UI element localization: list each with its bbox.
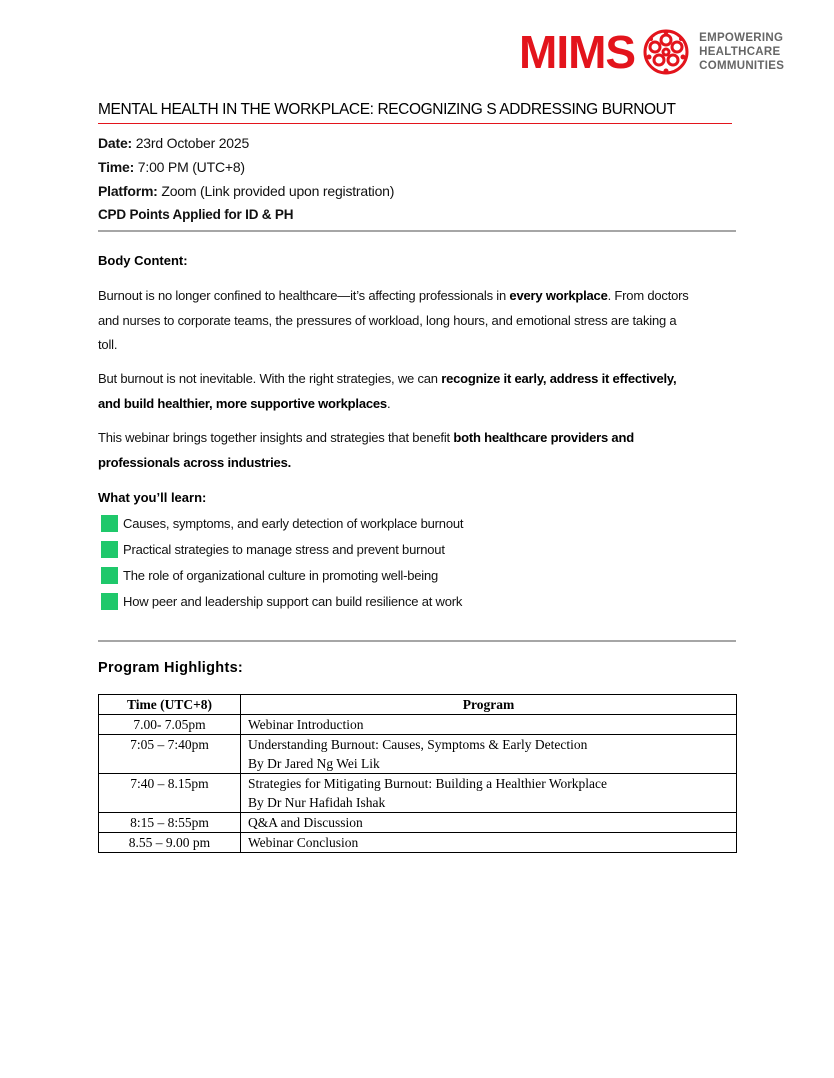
row-program — [241, 735, 737, 774]
row-program-title: Understanding Burnout: Causes, Symptoms & Early Detection — [248, 737, 588, 752]
date-line — [98, 135, 249, 151]
tagline-line-3: COMMUNITIES — [699, 60, 785, 72]
learn-item-text: How peer and leadership support can build resilience at work — [123, 594, 463, 609]
table-row — [99, 715, 737, 735]
paragraph-2 — [98, 367, 698, 416]
row-time: 8:15 – 8:55pm — [99, 813, 241, 833]
row-program-title: Webinar Conclusion — [248, 835, 359, 850]
date-label: Date: — [98, 135, 133, 151]
learn-item — [101, 515, 463, 532]
p2-emphasis: recognize it early, address it effectively, and build healthier, more supportive workplaces — [98, 371, 677, 411]
tagline-line-2: HEALTHCARE — [699, 46, 781, 58]
row-program — [241, 813, 737, 833]
brand-name: MIMS — [519, 26, 636, 78]
platform-label: Platform: — [98, 183, 158, 199]
row-time: 7.00- 7.05pm — [99, 715, 241, 735]
green-square-icon — [101, 567, 118, 584]
platform-line — [98, 183, 394, 199]
table-row — [99, 735, 737, 774]
p2-text-a: But burnout is not inevitable. With the right strategies, we can — [98, 371, 442, 386]
p3-emphasis: both healthcare providers and professionals across industries. — [98, 430, 634, 470]
row-program-speaker: By Dr Nur Hafidah Ishak — [248, 795, 386, 810]
p2-text-c: . — [386, 395, 391, 411]
learn-item — [101, 567, 438, 584]
learn-item-text: Causes, symptoms, and early detection of workplace burnout — [123, 516, 464, 531]
paragraph-3 — [98, 426, 698, 475]
green-square-icon — [101, 541, 118, 558]
time-label: Time: — [98, 159, 135, 175]
learn-item-text: Practical strategies to manage stress and prevent burnout — [123, 542, 445, 557]
platform-value: Zoom (Link provided upon registration) — [161, 183, 395, 199]
col-program-header: Program — [241, 695, 737, 715]
green-square-icon — [101, 593, 118, 610]
title-divider — [98, 123, 732, 124]
table-row — [99, 833, 737, 853]
row-time: 7:40 – 8.15pm — [99, 774, 241, 813]
row-program — [241, 774, 737, 813]
program-heading: Program Highlights: — [98, 660, 244, 676]
row-program-speaker: By Dr Jared Ng Wei Lik — [248, 756, 380, 771]
row-program — [241, 715, 737, 735]
body-heading: Body Content: — [98, 253, 188, 268]
row-program-title: Strategies for Mitigating Burnout: Building a Healthier Workplace — [248, 776, 607, 791]
col-time-header: Time (UTC+8) — [99, 695, 241, 715]
date-value: 23rd October 2025 — [135, 135, 250, 151]
row-program — [241, 833, 737, 853]
cpd-note: CPD Points Applied for ID & PH — [98, 207, 294, 222]
p1-text-c: . From doctors and nurses to corporate teams, the pressures of workload, long hours, and emotional stress are taking a toll. — [98, 288, 689, 352]
paragraph-1 — [98, 284, 698, 358]
learn-heading: What you’ll learn: — [98, 490, 207, 505]
table-header-row — [99, 695, 737, 715]
brand-tagline — [699, 31, 784, 73]
learn-item-text: The role of organizational culture in promoting well-being — [123, 568, 439, 583]
learn-item — [101, 593, 462, 610]
globe-dots-icon — [641, 27, 691, 77]
p1-emphasis: every workplace — [509, 288, 608, 303]
p1-text-a: Burnout is no longer confined to healthcare—it’s affecting professionals in — [98, 288, 510, 303]
table-row — [99, 813, 737, 833]
green-square-icon — [101, 515, 118, 532]
time-value: 7:00 PM (UTC+8) — [137, 159, 245, 175]
row-program-title: Q&A and Discussion — [248, 815, 363, 830]
mims-logo — [519, 26, 784, 78]
p3-text-a: This webinar brings together insights and strategies that benefit — [98, 430, 454, 445]
program-table — [98, 694, 737, 853]
section-divider-2 — [98, 640, 736, 642]
learn-item — [101, 541, 445, 558]
row-program-title: Webinar Introduction — [248, 717, 364, 732]
section-divider-1 — [98, 230, 736, 232]
document-title: MENTAL HEALTH IN THE WORKPLACE: RECOGNIZING S ADDRESSING BURNOUT — [98, 101, 676, 118]
time-line — [98, 159, 245, 175]
tagline-line-1: EMPOWERING — [699, 32, 784, 44]
row-time: 8.55 – 9.00 pm — [99, 833, 241, 853]
row-time: 7:05 – 7:40pm — [99, 735, 241, 774]
table-row — [99, 774, 737, 813]
